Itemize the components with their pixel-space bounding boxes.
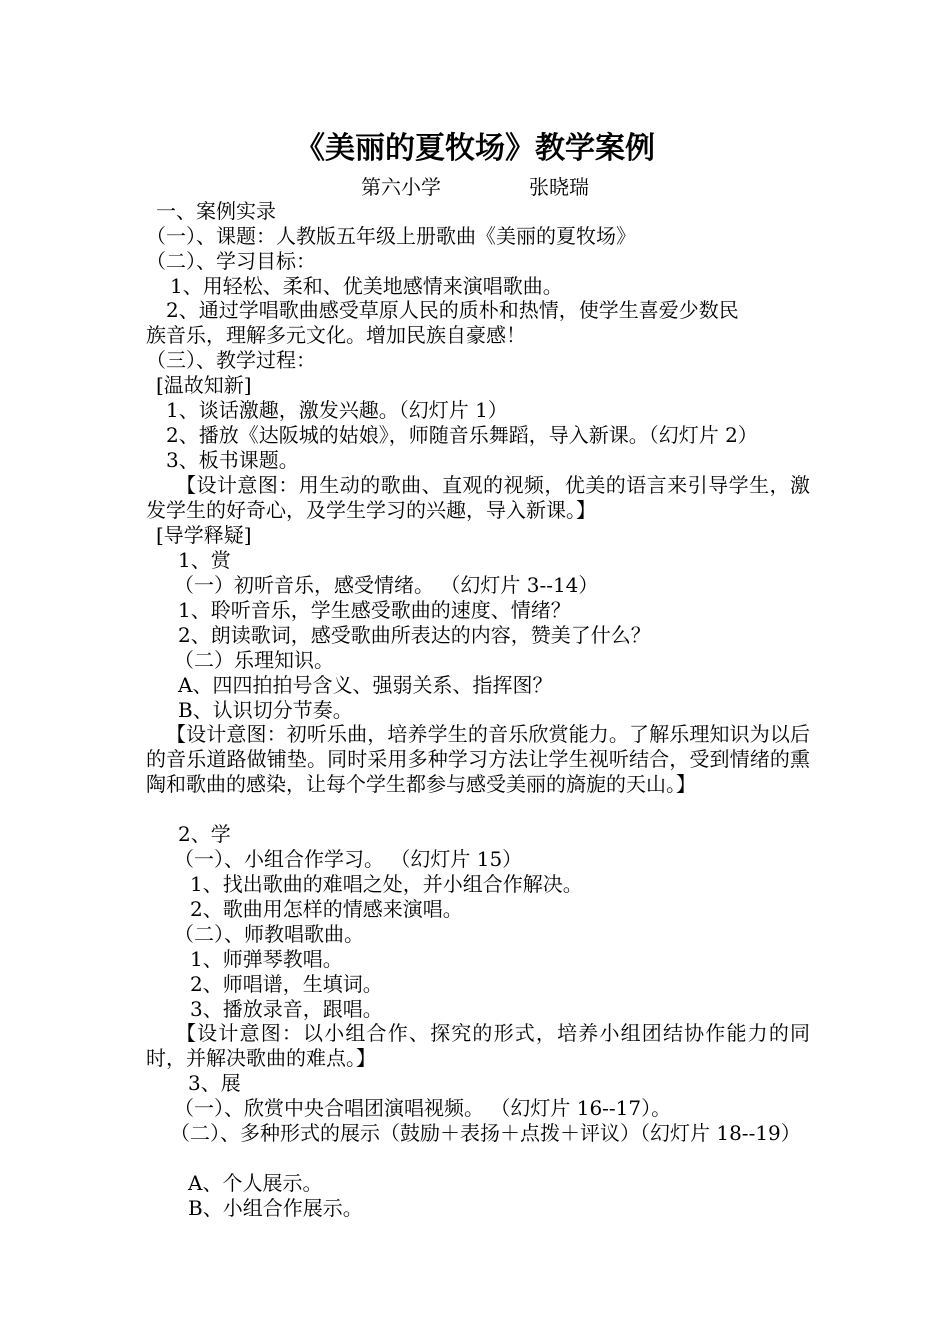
listen-question-1: 1、聆听音乐，学生感受歌曲的速度、情绪？ <box>178 598 571 622</box>
teach-item-1: 1、师弹琴教唱。 <box>190 947 343 971</box>
group-study-item-2: 2、歌曲用怎样的情感来演唱。 <box>190 897 463 921</box>
guide-heading: [导学释疑] <box>156 523 252 547</box>
show-item-1: （一）、欣赏中央合唱团演唱视频。 （幻灯片 16--17）。 <box>174 1096 672 1120</box>
teach-item-2: 2、师唱谱，生填词。 <box>190 972 383 996</box>
group-study-heading: （一）、小组合作学习。 （幻灯片 15） <box>174 847 523 871</box>
review-item-2: 2、播放《达阪城的姑娘》，师随音乐舞蹈，导入新课。（幻灯片 2） <box>166 423 758 447</box>
school-name: 第六小学 <box>361 175 441 199</box>
author-name: 张晓瑞 <box>529 175 589 199</box>
show-heading: 3、展 <box>188 1071 241 1095</box>
show-item-2: （二）、多种形式的展示（鼓励＋表扬＋点拨＋评议）（幻灯片 18--19） <box>170 1121 801 1145</box>
design-intent-2: 【设计意图：初听乐曲，培养学生的音乐欣赏能力。了解乐理知识为以后的音乐道路做铺垫。同时采用多种学习方法让学生视听结合，受到情绪的熏陶和歌曲的感染，让每个学生都参与感受美丽的旖旎的天山。】 <box>146 722 810 796</box>
section-heading: 一、案例实录 <box>156 199 276 223</box>
goal-2-line-2: 族音乐，理解多元文化。增加民族自豪感！ <box>146 323 526 347</box>
goal-2-line-1: 2、通过学唱歌曲感受草原人民的质朴和热情，使学生喜爱少数民 <box>166 298 739 322</box>
appreciate-heading: 1、赏 <box>178 548 231 572</box>
design-intent-3: 【设计意图：以小组合作、探究的形式，培养小组团结协作能力的同时，并解决歌曲的难点。】 <box>146 1021 810 1070</box>
theory-item-b: B、认识切分节奏。 <box>178 698 353 722</box>
theory-heading: （二）乐理知识。 <box>174 648 334 672</box>
learn-heading: 2、学 <box>178 822 231 846</box>
design-intent-1: 【设计意图：用生动的歌曲、直观的视频，优美的语言来引导学生，激发学生的好奇心，及学生学习的兴趣，导入新课。】 <box>146 473 810 522</box>
teach-item-3: 3、播放录音，跟唱。 <box>190 997 383 1021</box>
listen-question-2: 2、朗读歌词，感受歌曲所表达的内容，赞美了什么？ <box>178 623 651 647</box>
listen-heading: （一）初听音乐，感受情绪。 （幻灯片 3--14） <box>174 573 599 597</box>
review-item-1: 1、谈话激趣，激发兴趣。（幻灯片 1） <box>166 398 508 422</box>
review-heading: [温故知新] <box>156 373 252 397</box>
group-study-item-1: 1、找出歌曲的难唱之处，并小组合作解决。 <box>190 872 583 896</box>
goal-1: 1、用轻松、柔和、优美地感情来演唱歌曲。 <box>170 274 563 298</box>
topic-line: （一）、课题：人教版五年级上册歌曲《美丽的夏牧场》 <box>146 224 636 248</box>
document-title: 《美丽的夏牧场》教学案例 <box>295 131 655 166</box>
teach-heading: （二）、师教唱歌曲。 <box>174 922 364 946</box>
show-item-b: B、小组合作展示。 <box>188 1196 363 1220</box>
goals-heading: （二）、学习目标： <box>146 249 316 273</box>
show-item-a: A、个人展示。 <box>188 1171 323 1195</box>
review-item-3: 3、板书课题。 <box>166 448 299 472</box>
process-heading: （三）、教学过程： <box>146 348 316 372</box>
theory-item-a: A、四四拍拍号含义、强弱关系、指挥图？ <box>178 673 553 697</box>
byline <box>0 174 950 200</box>
